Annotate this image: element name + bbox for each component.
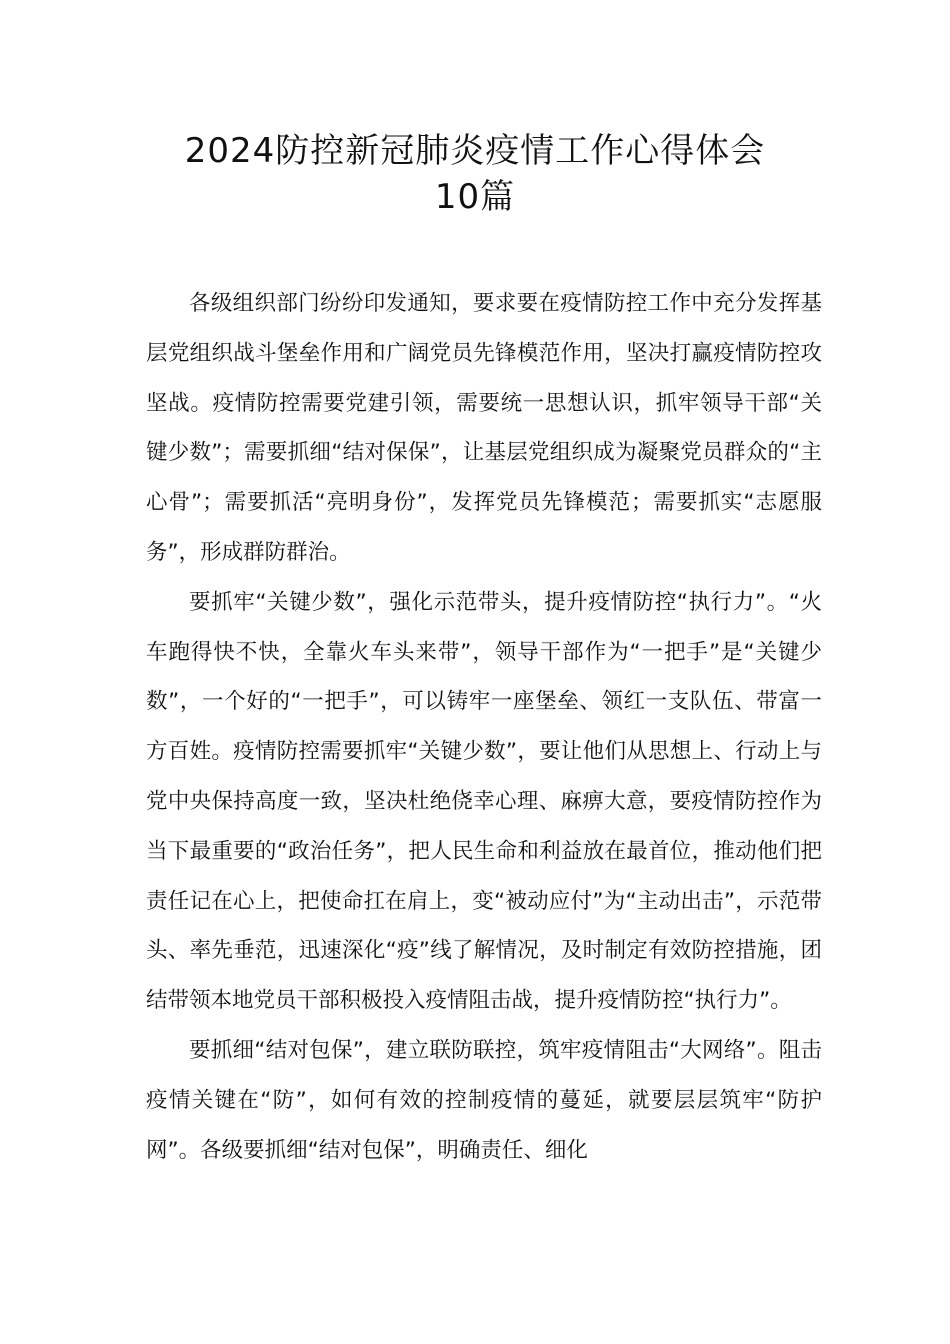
document-body <box>146 279 822 1175</box>
paragraph-3: 要抓细“结对包保”，建立联防联控，筑牢疫情阻击“大网络”。阻击疫情关键在“防”，如何有效的控制疫情的蔓延，就要层层筑牢“防护网”。各级要抓细“结对包保”，明确责任、细化 <box>146 1037 822 1163</box>
paragraph-2: 要抓牢“关键少数”，强化示范带头，提升疫情防控“执行力”。“火车跑得快不快，全靠火车头来带”，领导干部作为“一把手”是“关键少数”，一个好的“一把手”，可以铸牢一座堡垒、领红一支队伍、带富一方百姓。疫情防控需要抓牢“关键少数”，要让他们从思想上、行动上与党中央保持高度一致，坚决杜绝侥幸心理、麻痹大意，要疫情防控作为当下最重要的“政治任务”，把人民生命和利益放在最首位，推动他们把责任记在心上，把使命扛在肩上，变“被动应付”为“主动出击”，示范带头、率先垂范，迅速深化“疫”线了解情况，及时制定有效防控措施，团结带领本地党员干部积极投入疫情阻击战，提升疫情防控“执行力”。 <box>146 589 822 1014</box>
paragraph-1: 各级组织部门纷纷印发通知，要求要在疫情防控工作中充分发挥基层党组织战斗堡垒作用和广阔党员先锋模范作用，坚决打赢疫情防控攻坚战。疫情防控需要党建引领，需要统一思想认识，抓牢领导干部“关键少数”；需要抓细“结对保保”，让基层党组织成为凝聚党员群众的“主心骨”；需要抓活“亮明身份”，发挥党员先锋模范；需要抓实“志愿服务”，形成群防群治。 <box>146 291 822 565</box>
title-line-2: 10篇 <box>434 177 516 217</box>
document-title <box>140 128 810 220</box>
title-line-1: 2024防控新冠肺炎疫情工作心得体会 <box>184 131 766 171</box>
